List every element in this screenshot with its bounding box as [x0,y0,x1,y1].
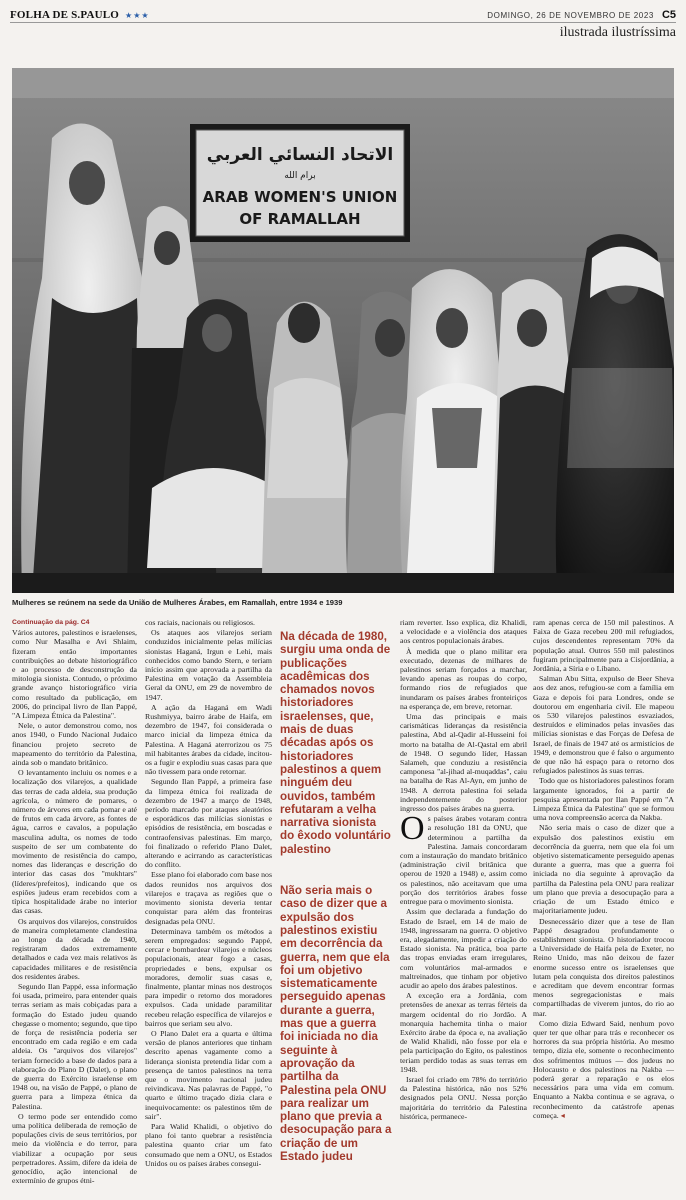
continuation-label: Continuação da pág. C4 [12,619,90,626]
paragraph-text: Como dizia Edward Said, nenhum povo quer ter que olhar para trás e reconhecer os horrores da sua própria história. Ao mesmo tempo, dizia ele, somente o reconhecimento dos sofrimentos mútuos — dos judeus no Holocausto e dos palestinos na Nakba — poderá gerar a reparação e os elos necessários para uma vida em comum. Enquanto a Nakba continua e se agrava, o reconhecimento da catástrofe apenas começa. [533,1018,674,1120]
sign-line-2: OF RAMALLAH [239,210,361,228]
paragraph: Israel foi criado em 78% do território da Palestina histórica, não nos 52% designados pela ONU. Nessa porção majoritária do território da Palestina histórica, permanece- [400,1074,527,1121]
paragraph: Para Walid Khalidi, o objetivo do plano foi tanto quebrar a resistência palestina quanto criar um fato consumado que nem a ONU, os Estados Unidos ou os países árabes consegui- [145,1121,272,1168]
logo-stars-icon: ★★★ [125,10,150,20]
photo-illustration [12,68,674,593]
newspaper-logo: FOLHA DE S.PAULO [10,9,120,21]
sign-line-1: ARAB WOMEN'S UNION [202,188,398,206]
paragraph: riam reverter. Isso explica, diz Khalidi, a velocidade e a violência dos ataques aos centros populacionais árabes. [400,618,527,646]
page-number: C5 [661,9,676,21]
paragraph: Vários autores, palestinos e israelenses, como Nur Masalha e Avi Shlaim, fizeram então importantes contribuições ao debate historiográfico e ao processo de desconstrução da mitologia sionista. Contudo, o próximo grande avanço historiográfico viria como resultado da publicação, em 2006, do principal livro de Ilan Pappé, "A Limpeza Étnica da Palestina". [12,628,137,721]
paragraph: Esse plano foi elaborado com base nos dados reunidos nos arquivos dos vilarejos e traçava as regiões que o movimento sionista deveria tentar conquistar para além das fronteiras designadas pela ONU. [145,870,272,926]
paragraph: Nele, o autor demonstrou como, nos anos 1940, o Fundo Nacional Judaico financiou projeto secreto de mapeamento do território da Palestina, ainda sob o mandato britânico. [12,721,137,768]
issue-date: DOMINGO, 26 DE NOVEMBRO DE 2023 [487,10,654,20]
paragraph: Todo que os historiadores palestinos foram largamente ignorados, foi a partir de pesquisa apresentada por Ilan Pappé em "A Limpeza Étnica da Palestina" que se formou uma nova compreensão acerca da Nakba. [533,776,674,823]
paragraph [533,1019,674,1120]
paragraph: Segundo Ilan Pappé, essa informação foi usada, primeiro, para entender quais terras seriam as mais cobiçadas para a formação do Estado judeu quando chegasse o momento; segundo, que tipo de força de resistência poderia ser encontrado em cada região e em cada aldeia. Os "arquivos dos vilarejos" teriam fornecido a base de dados para a elaboração do Plano D (Dalet), o plano de guerra do Exército israelense em 1948 ou, na visão de Pappé, o plano de guerra para a limpeza étnica da Palestina. [12,981,137,1111]
sign-board [190,124,410,242]
photo-caption: Mulheres se reúnem na sede da União de Mulheres Árabes, em Ramallah, entre 1934 e 1939 [12,598,343,607]
paragraph: ram apenas cerca de 150 mil palestinos. A Faixa de Gaza recebeu 200 mil refugiados, cujos descendentes representam 70% da população atual. Outros 550 mil palestinos fugiram principalmente para a Cisjordânia, a Jordânia, a Síria e o Líbano. [533,618,674,674]
sign-arabic-2: برام الله [284,171,316,181]
paragraph: A ação da Haganá em Wadi Rushmiyya, bairro árabe de Haifa, em dezembro de 1947, foi considerada o marco inicial da limpeza étnica da Palestina. A Haganá aterrorizou os 75 mil habitantes árabes da cidade, incitou-os a fugir e explodiu suas casas para que não tivessem para onde retornar. [145,702,272,777]
paragraph: A exceção era a Jordânia, com pretensões de anexar as terras férteis da margem ocidental do rio Jordão. A monarquia hachemita tinha o maior Exército árabe da época e, na avaliação de Walid Khalidi, não fosse por ela e pela participação do Egito, os palestinos teriam perdido todas as suas terras em 1948. [400,991,527,1074]
paragraph: Segundo Ilan Pappé, a primeira fase da limpeza étnica foi realizada de dezembro de 1947 a março de 1948, período marcado por ataques aleatórios e esporádicos das milícias sionistas e episódios de resistência, em boscadas e contraofensivas palestinas. Em março, foi finalizado o referido Plano Dalet, alterando e acirrando as características do conflito. [145,777,272,870]
sign-arabic: الاتحاد النسائي العربي [206,145,394,165]
dropcap-paragraph [400,810,527,907]
paragraph: Desnecessário dizer que a tese de Ilan Pappé desagradou profundamente o establishment sionista. O historiador trocou a Universidade de Haifa pela de Exeter, no Reino Unido, mas não deixou de fazer enorme sucesso entre os israelenses que lutam pela conquista dos direitos palestinos e acreditam que devem encontrar formas menos segregacionistas e mais compartilhadas de viverem juntos, do rio ao mar. [533,916,674,1018]
dropcap-text: s países árabes votaram contra a resolução 181 da ONU, que determinou a partilha da Palestina. Jamais concordaram com a instauração do mandato britânico (administração civil britânica que operou de 1920 a 1948) e, assim como os palestinos, não aceitavam que uma porção dos territórios árabes fosse entregue para o movimento sionista. [400,814,527,907]
paragraph: Uma das principais e mais carismáticas lideranças da resistência palestina, Abd al-Qadir al-Husseini foi morto na batalha de Al-Qastal em abril de 1948. O segundo líder, Hassan Salameh, que conduziu a resistência camponesa "al-jihad al-muqaddas", caiu na batalha de Ras Al-Ayn, em junho de 1948. A derrota palestina foi selada independentemente do posterior ingresso dos países árabes na guerra. [400,712,527,814]
end-mark-icon: ◂ [560,1110,565,1120]
drop-cap: O [400,810,425,848]
article-column-4 [400,618,527,1193]
pull-quotes [280,630,392,1163]
section-title: ilustrada ilustríssima [559,25,676,40]
paragraph: Não seria mais o caso de dizer que a expulsão dos palestinos existiu em decorrência da guerra, nem que ela foi um objetivo sistematicamente perseguido apenas durante a guerra, mas que a guerra foi iniciada no dia seguinte à aprovação da partilha da Palestina pela ONU para realizar um plano que previa a desocupação para a criação de um Estado étnico e majoritariamente judeu. [533,823,674,916]
section-header [10,22,676,43]
paragraph: Determinava também os métodos a serem empregados: segundo Pappé, cercar e bombardear vilarejos e núcleos populacionais, atear fogo a casas, propriedades e bens, expulsar os moradores, demolir suas casas e, finalmente, plantar minas nos destroços para impedir o retorno dos moradores expulsos. Cada unidade paramilitar recebeu relação específica de vilarejos e bairros que seriam seu alvo. [145,926,272,1028]
paragraph: Salman Abu Sitta, expulso de Beer Sheva aos dez anos, refugiou-se com a família em Gaza e depois foi para Londres, onde se doutorou em engenharia civil. Ele mapeou os 530 vilarejos palestinos esvaziados, destruídos e eliminados pelas invasões das milícias sionistas e das Forças de Defesa de Israel, de finais de 1947 até os armistícios de 1949, e demonstrou que é falso o argumento de que não há espaço para o retorno dos refugiados palestinos às suas terras. [533,674,674,776]
pull-quote: Na década de 1980, surgiu uma onda de publicações acadêmicas dos chamados novos historiadores israelenses, que, mais de duas décadas após os historiadores palestinos a quem ninguém deu ouvidos, também refutaram a velha narrativa sionista do êxodo voluntário palestino [280,630,391,856]
article-column-5 [533,618,674,1193]
paragraph: O termo pode ser entendido como uma política deliberada de remoção de populações civis de seus territórios, por meio da violência e do terror, para viabilizar a ocupação por seus perpetradores. Assim, difere da ideia de genocídio, ação intencional de extermínio de grupos étni- [12,1111,137,1186]
paragraph: Os ataques aos vilarejos seriam conduzidos inicialmente pelas milícias sionistas Haganá, Irgun e Lehi, mais conhecidos como bando Stern, e teriam início assim que aprovada a partilha da Palestina em votação da Assembleia Geral da ONU, em 29 de novembro de 1947. [145,628,272,702]
pull-quote: Não seria mais o caso de dizer que a expulsão dos palestinos existiu em decorrência da guerra, nem que ela foi um objetivo sistematicamente perseguido apenas durante a guerra, mas que a guerra foi iniciada no dia seguinte à aprovação da partilha da Palestina pela ONU para realizar um plano que previa a desocupação para a criação de um Estado judeu [280,884,392,1163]
historical-photo [12,68,674,593]
paragraph: Assim que declarada a fundação do Estado de Israel, em 14 de maio de 1948, ingressaram na guerra. O objetivo era, alegadamente, impedir a criação do Estado sionista. Na prática, boa parte das tropas enviadas eram irregulares, com voluntários mal-armados e maltreinados, que tinham por objetivo acudir ao apelo dos árabes palestinos. [400,907,527,990]
article-column-2 [145,618,272,1193]
paragraph: O levantamento incluiu os nomes e a localização dos vilarejos, a qualidade das terras de cada aldeia, sua produção agrícola, o número de pomares, o número de árvores em cada pomar e até de frutos em cada árvore, as fontes de água, carros e cavalos, a população masculina adulta, os nomes de todo suspeito de ser um combatente do movimento de resistência do campo, nomes das lideranças e descrição do interior das casas dos "mukhtars" (líderes/prefeitos), indicando que os espiões judeus eram recebidos com a típica hospitalidade árabe no interior das casas. [12,768,137,916]
paragraph: À medida que o plano militar era executado, dezenas de milhares de palestinos seriam forçados a marchar, levando apenas as roupas do corpo, formando rios de refugiados que inundaram os países árabes fronteiriços na esperança de, em breve, retornar. [400,646,527,711]
paragraph: cos raciais, nacionais ou religiosos. [145,618,255,627]
paragraph: O Plano Dalet era a quarta e última versão de planos anteriores que tinham descrito apenas vagamente como a liderança sionista pretendia lidar com a presença de tantos palestinos na terra que o movimento nacional judeu reivindicava. Nas palavras de Pappé, "o quarto e último traçado dizia clara e inequivocamente: os palestinos têm de sair". [145,1028,272,1121]
paragraph: Os arquivos dos vilarejos, construídos de maneira completamente clandestina ao longo da década de 1940, registraram dados extremamente detalhados e cada vez mais relativos às capacidades militares e de resistência dos residentes árabes. [12,916,137,981]
article-column-1 [12,618,137,1193]
